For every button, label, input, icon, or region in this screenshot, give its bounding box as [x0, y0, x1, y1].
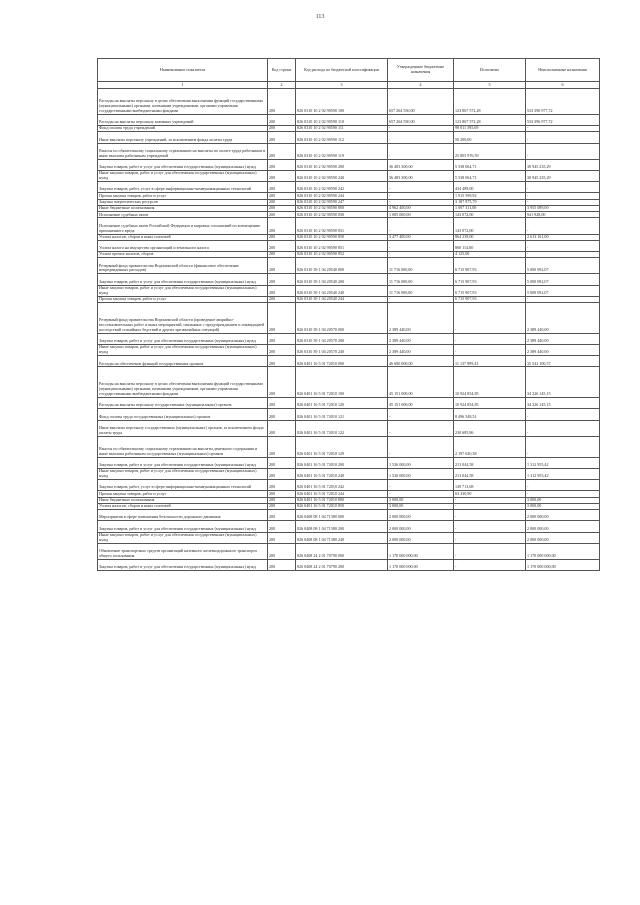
row-unexecuted-cell: -	[526, 409, 600, 420]
column-header: Наименование показателя	[98, 59, 268, 82]
row-code-cell: 200	[268, 218, 296, 234]
row-name-cell: Обновление транспортных средств организаций наземного железнодорожного транспорта общего пользования	[98, 543, 268, 559]
column-number: 2	[268, 82, 296, 89]
table-row	[98, 480, 600, 491]
row-classification-cell: 826 0401 16 5 01 72010 129	[296, 436, 388, 457]
row-approved-cell: -	[388, 218, 454, 234]
table-row	[98, 532, 600, 543]
row-approved-cell: -	[388, 132, 454, 143]
row-code-cell: 200	[268, 345, 296, 356]
row-approved-cell: 45 151 000,00	[388, 398, 454, 409]
table-row	[98, 356, 600, 367]
row-classification-cell: 826 0310 39 1 04 20540 000	[296, 258, 388, 274]
row-executed-cell: 5 538 064,71	[454, 159, 526, 170]
row-unexecuted-cell: 2 389 440,00	[526, 345, 600, 356]
row-approved-cell: 2 389 440,00	[388, 303, 454, 334]
row-unexecuted-cell: 1 312 955,42	[526, 468, 600, 479]
row-approved-cell: 2 389 440,00	[388, 345, 454, 356]
row-executed-cell: -	[454, 543, 526, 559]
row-code-cell: 200	[268, 559, 296, 570]
row-executed-cell: -	[454, 559, 526, 570]
row-executed-cell: -	[454, 503, 526, 509]
row-unexecuted-cell: -	[526, 436, 600, 457]
row-name-cell: Иные закупки товаров, работ и услуг для обеспечения государственных (муниципальных) нужд	[98, 345, 268, 356]
row-name-cell: Резервный фонд правительства Воронежской области (финансовое обеспечение непредвиденных расходов)	[98, 258, 268, 274]
row-name-cell: Исполнение судебных актов Российской Федерации и мировых соглашений по возмещению причиненного вреда	[98, 218, 268, 234]
row-unexecuted-cell: 533 396 977,72	[526, 89, 600, 115]
table-row	[98, 240, 600, 251]
row-code-cell: 200	[268, 420, 296, 436]
row-executed-cell: 8 496 548,51	[454, 409, 526, 420]
row-classification-cell: 826 0310 39 1 04 20570 200	[296, 333, 388, 344]
row-code-cell: 200	[268, 126, 296, 132]
table-row	[98, 559, 600, 570]
row-classification-cell: 826 0310 10 2 02 90590 851	[296, 240, 388, 251]
row-executed-cell: 2 197 620,38	[454, 436, 526, 457]
table-row	[98, 510, 600, 521]
row-approved-cell: -	[388, 409, 454, 420]
row-executed-cell: -	[454, 333, 526, 344]
row-code-cell: 200	[268, 457, 296, 468]
row-executed-cell: 4 125,00	[454, 251, 526, 257]
row-executed-cell: 143 072,00	[454, 212, 526, 218]
row-executed-cell: 50 200,00	[454, 132, 526, 143]
row-code-cell: 200	[268, 480, 296, 491]
row-code-cell: 200	[268, 89, 296, 115]
row-classification-cell: 826 0310 10 2 02 90590 111	[296, 126, 388, 132]
row-code-cell: 200	[268, 114, 296, 125]
row-executed-cell: -	[454, 521, 526, 532]
row-classification-cell: 826 0310 10 2 02 90590 244	[296, 193, 388, 199]
row-code-cell: 200	[268, 333, 296, 344]
column-number: 3	[296, 82, 388, 89]
row-unexecuted-cell: -	[526, 132, 600, 143]
row-executed-cell: 11 137 899,43	[454, 356, 526, 367]
row-approved-cell: -	[388, 436, 454, 457]
row-approved-cell: 657 264 550,00	[388, 114, 454, 125]
row-unexecuted-cell: -	[526, 193, 600, 199]
column-number-row	[98, 82, 600, 89]
row-unexecuted-cell: -	[526, 199, 600, 205]
row-name-cell: Закупка товаров, работ, услуг в сфере информационно-коммуникационных технологий	[98, 182, 268, 193]
row-name-cell: Мероприятия в сфере повышения безопасности дорожного движения	[98, 510, 268, 521]
row-name-cell: Прочая закупка товаров, работ и услуг	[98, 193, 268, 199]
row-executed-cell: 6 715 907,93	[454, 296, 526, 302]
row-classification-cell: 826 0401 16 5 01 72010 000	[296, 356, 388, 367]
row-code-cell: 200	[268, 240, 296, 251]
row-name-cell: Взносы по обязательному социальному страхованию на выплаты денежного содержания и иные выплаты работникам государственных (муниципальных) органов	[98, 436, 268, 457]
row-approved-cell: -	[388, 480, 454, 491]
row-executed-cell: 25 805 976,59	[454, 143, 526, 159]
column-header: Код расхода по бюджетной классификации	[296, 59, 388, 82]
row-name-cell: Уплата налогов, сборов и иных платежей	[98, 503, 268, 509]
row-approved-cell: 3 000,00	[388, 497, 454, 503]
row-classification-cell: 826 0310 10 2 02 90590 852	[296, 251, 388, 257]
column-number: 6	[526, 82, 600, 89]
row-unexecuted-cell: 941 928,00	[526, 212, 600, 218]
row-classification-cell: 826 0401 16 5 01 72010 244	[296, 491, 388, 497]
row-unexecuted-cell: 533 396 977,72	[526, 114, 600, 125]
row-executed-cell: 123 867 572,28	[454, 89, 526, 115]
table-row	[98, 436, 600, 457]
row-executed-cell: 1 007 311,00	[454, 205, 526, 211]
row-executed-cell: 123 867 572,28	[454, 114, 526, 125]
row-name-cell: Иные выплаты персоналу учреждений, за исключением фонда оплаты труда	[98, 132, 268, 143]
row-name-cell: Закупка товаров, работ и услуг для обеспечения государственных (муниципальных) нужд	[98, 159, 268, 170]
row-code-cell: 200	[268, 234, 296, 240]
row-name-cell: Закупка товаров, работ и услуг для обеспечения государственных (муниципальных) нужд	[98, 333, 268, 344]
table-row	[98, 303, 600, 334]
row-code-cell: 200	[268, 468, 296, 479]
row-classification-cell: 826 0401 16 5 01 72010 240	[296, 468, 388, 479]
row-code-cell: 200	[268, 497, 296, 503]
row-approved-cell: 657 264 550,00	[388, 89, 454, 115]
table-row	[98, 420, 600, 436]
row-code-cell: 200	[268, 143, 296, 159]
row-executed-cell: 864 239,00	[454, 234, 526, 240]
row-approved-cell: 2 000 000,00	[388, 532, 454, 543]
table-row	[98, 218, 600, 234]
row-code-cell: 200	[268, 132, 296, 143]
row-unexecuted-cell: 2 389 440,00	[526, 333, 600, 344]
row-classification-cell: 826 0408 08 1 04 71380 240	[296, 532, 388, 543]
column-header: Утвержденные бюджетные назначения	[388, 59, 454, 82]
row-classification-cell: 826 0310 10 2 02 90590 119	[296, 143, 388, 159]
column-number: 4	[388, 82, 454, 89]
table-row	[98, 543, 600, 559]
table-row	[98, 367, 600, 398]
row-name-cell: Фонд оплаты труда государственных (муниципальных) органов	[98, 409, 268, 420]
row-executed-cell: -	[454, 532, 526, 543]
row-classification-cell: 826 0310 10 2 02 90590 800	[296, 205, 388, 211]
row-code-cell: 200	[268, 303, 296, 334]
row-executed-cell: 5 538 064,71	[454, 170, 526, 181]
row-approved-cell: -	[388, 126, 454, 132]
page-number: 113	[315, 14, 325, 20]
row-code-cell: 200	[268, 543, 296, 559]
row-unexecuted-cell: 2 389 440,00	[526, 303, 600, 334]
row-unexecuted-cell: 2 613 161,00	[526, 234, 600, 240]
row-unexecuted-cell: 5 000 092,07	[526, 285, 600, 296]
row-name-cell: Закупка товаров, работ и услуг для обеспечения государственных (муниципальных) нужд	[98, 521, 268, 532]
row-classification-cell: 826 0310 39 1 04 20570 240	[296, 345, 388, 356]
row-code-cell: 200	[268, 170, 296, 181]
table-row	[98, 132, 600, 143]
row-executed-cell: 213 044,58	[454, 468, 526, 479]
row-code-cell: 200	[268, 182, 296, 193]
row-executed-cell: 434 489,00	[454, 182, 526, 193]
row-executed-cell: 230 685,86	[454, 420, 526, 436]
row-executed-cell: -	[454, 303, 526, 334]
row-executed-cell: 63 330,90	[454, 491, 526, 497]
table-body	[98, 89, 600, 571]
row-unexecuted-cell: 2 000 000,00	[526, 521, 600, 532]
row-executed-cell: 10 924 854,85	[454, 367, 526, 398]
row-unexecuted-cell: 30 945 235,29	[526, 159, 600, 170]
row-name-cell: Расходы на обеспечение функций государственных органов	[98, 356, 268, 367]
row-approved-cell: 3 000,00	[388, 503, 454, 509]
row-code-cell: 200	[268, 398, 296, 409]
row-code-cell: 200	[268, 205, 296, 211]
row-name-cell: Расходы на выплаты персоналу государственных (муниципальных) органов	[98, 398, 268, 409]
row-classification-cell: 826 0310 39 1 04 20570 000	[296, 303, 388, 334]
row-executed-cell: 6 715 907,93	[454, 285, 526, 296]
row-executed-cell: 1 915 599,92	[454, 193, 526, 199]
row-code-cell: 200	[268, 521, 296, 532]
row-name-cell: Взносы по обязательному социальному страхованию на выплаты по оплате труда работников и иные выплаты работникам учреждений	[98, 143, 268, 159]
row-unexecuted-cell: -	[526, 126, 600, 132]
row-name-cell: Исполнение судебных актов	[98, 212, 268, 218]
table-row	[98, 285, 600, 296]
row-code-cell: 200	[268, 367, 296, 398]
row-classification-cell: 826 0310 39 1 04 20540 240	[296, 285, 388, 296]
row-executed-cell: -	[454, 510, 526, 521]
row-classification-cell: 826 0310 10 2 02 90590 247	[296, 199, 388, 205]
row-approved-cell: 11 716 000,00	[388, 285, 454, 296]
row-name-cell: Расходы на выплаты персоналу в целях обеспечения выполнения функций государственными (муниципальными) органами, казенными учреждениями, органами управления государственными внебюджетными фондами	[98, 89, 268, 115]
row-code-cell: 200	[268, 251, 296, 257]
row-name-cell: Иные выплаты персоналу государственных (муниципальных) органов, за исключением фонда оплаты труда	[98, 420, 268, 436]
row-approved-cell: 11 716 000,00	[388, 258, 454, 274]
table-row	[98, 114, 600, 125]
row-name-cell: Расходы на выплаты персоналу в целях обеспечения выполнения функций государственными (муниципальными) органами, казенными учреждениями, органами управления государственными внебюджетными фондами	[98, 367, 268, 398]
table-row	[98, 170, 600, 181]
row-approved-cell: -	[388, 491, 454, 497]
row-classification-cell: 826 0408 08 1 04 71380 000	[296, 510, 388, 521]
row-name-cell: Иные закупки товаров, работ и услуг для обеспечения государственных (муниципальных) нужд	[98, 468, 268, 479]
row-approved-cell: 1 085 000,00	[388, 212, 454, 218]
row-unexecuted-cell: 3 000,00	[526, 497, 600, 503]
row-classification-cell: 826 0310 39 1 04 20540 200	[296, 274, 388, 285]
row-approved-cell: 45 151 000,00	[388, 367, 454, 398]
row-code-cell: 200	[268, 199, 296, 205]
row-code-cell: 200	[268, 436, 296, 457]
row-classification-cell: 826 0310 10 2 02 90590 100	[296, 89, 388, 115]
table-row	[98, 409, 600, 420]
row-approved-cell: 46 680 000,00	[388, 356, 454, 367]
row-name-cell: Прочая закупка товаров, работ и услуг	[98, 491, 268, 497]
row-code-cell: 200	[268, 356, 296, 367]
row-unexecuted-cell: -	[526, 143, 600, 159]
table-row	[98, 398, 600, 409]
column-header: Исполнено	[454, 59, 526, 82]
row-unexecuted-cell: -	[526, 240, 600, 251]
row-unexecuted-cell: 3 000,00	[526, 503, 600, 509]
row-approved-cell: -	[388, 240, 454, 251]
row-code-cell: 200	[268, 532, 296, 543]
row-classification-cell: 826 0401 16 5 01 72010 120	[296, 398, 388, 409]
column-header: Неисполненные назначения	[526, 59, 600, 82]
table-row	[98, 159, 600, 170]
row-executed-cell: 98 011 395,69	[454, 126, 526, 132]
row-approved-cell: 2 389 440,00	[388, 333, 454, 344]
row-classification-cell: 826 0310 10 2 02 90590 242	[296, 182, 388, 193]
row-classification-cell: 826 0401 16 5 01 72010 850	[296, 503, 388, 509]
row-classification-cell: 826 0401 16 5 01 72010 122	[296, 420, 388, 436]
row-approved-cell: -	[388, 182, 454, 193]
row-code-cell: 200	[268, 296, 296, 302]
row-classification-cell: 826 0408 08 1 04 71380 200	[296, 521, 388, 532]
table-row	[98, 333, 600, 344]
row-name-cell: Иные закупки товаров, работ и услуг для обеспечения государственных (муниципальных) нужд	[98, 285, 268, 296]
row-code-cell: 200	[268, 285, 296, 296]
column-header: Код строки	[268, 59, 296, 82]
row-name-cell: Иные бюджетные ассигнования	[98, 205, 268, 211]
row-code-cell: 200	[268, 409, 296, 420]
row-code-cell: 200	[268, 503, 296, 509]
row-executed-cell: -	[454, 497, 526, 503]
row-approved-cell: -	[388, 193, 454, 199]
row-approved-cell: -	[388, 296, 454, 302]
row-approved-cell: 2 000 000,00	[388, 510, 454, 521]
row-name-cell: Закупка товаров, работ и услуг для обеспечения государственных (муниципальных) нужд	[98, 274, 268, 285]
row-name-cell: Уплата прочих налогов, сборов	[98, 251, 268, 257]
row-name-cell: Фонд оплаты труда учреждений	[98, 126, 268, 132]
row-executed-cell: 10 924 854,85	[454, 398, 526, 409]
table-row	[98, 89, 600, 115]
row-unexecuted-cell: 30 945 235,29	[526, 170, 600, 181]
row-classification-cell: 826 0401 16 5 01 72010 100	[296, 367, 388, 398]
row-code-cell: 200	[268, 258, 296, 274]
row-unexecuted-cell: -	[526, 491, 600, 497]
row-approved-cell: 1 170 000 000,00	[388, 559, 454, 570]
row-unexecuted-cell: 1 170 000 000,00	[526, 543, 600, 559]
row-classification-cell: 826 0408 24 2 01 70790 000	[296, 543, 388, 559]
row-code-cell: 200	[268, 193, 296, 199]
row-name-cell: Иные закупки товаров, работ и услуг для обеспечения государственных (муниципальных) нужд	[98, 532, 268, 543]
row-unexecuted-cell: 2 000 000,00	[526, 510, 600, 521]
row-classification-cell: 826 0310 10 2 02 90590 200	[296, 159, 388, 170]
column-number: 1	[98, 82, 268, 89]
row-unexecuted-cell: -	[526, 296, 600, 302]
table-row	[98, 457, 600, 468]
row-approved-cell: -	[388, 420, 454, 436]
table-row	[98, 258, 600, 274]
row-unexecuted-cell: 1 170 000 000,00	[526, 559, 600, 570]
row-name-cell: Закупка товаров, работ и услуг для обеспечения государственных (муниципальных) нужд	[98, 457, 268, 468]
row-executed-cell: 3 187 975,79	[454, 199, 526, 205]
row-name-cell: Закупка энергетических ресурсов	[98, 199, 268, 205]
row-classification-cell: 826 0310 39 1 04 20540 244	[296, 296, 388, 302]
row-unexecuted-cell: -	[526, 251, 600, 257]
row-executed-cell: -	[454, 345, 526, 356]
row-approved-cell: 36 483 300,00	[388, 159, 454, 170]
row-classification-cell: 826 0310 10 2 02 90590 830	[296, 212, 388, 218]
row-code-cell: 200	[268, 159, 296, 170]
row-code-cell: 200	[268, 274, 296, 285]
row-approved-cell: 36 483 300,00	[388, 170, 454, 181]
row-name-cell: Уплата налогов, сборов и иных платежей	[98, 234, 268, 240]
row-executed-cell: 6 715 907,93	[454, 258, 526, 274]
row-name-cell: Иные бюджетные ассигнования	[98, 497, 268, 503]
row-name-cell: Резервный фонд правительства Воронежской области (проведение аварийно-восстановительных работ и иных мероприятий, связанных с предупреждением и ликвидацией последствий стихийных бедствий и других чрезвычайных ситуаций)	[98, 303, 268, 334]
row-unexecuted-cell: -	[526, 480, 600, 491]
row-name-cell: Иные закупки товаров, работ и услуг для обеспечения государственных (муниципальных) нужд	[98, 170, 268, 181]
row-classification-cell: 826 0310 10 2 02 90590 112	[296, 132, 388, 143]
row-name-cell: Уплата налога на имущество организаций и земельного налога	[98, 240, 268, 251]
row-approved-cell: 11 716 000,00	[388, 274, 454, 285]
row-approved-cell: 1 170 000 000,00	[388, 543, 454, 559]
budget-execution-table	[97, 58, 600, 571]
row-approved-cell: 1 526 000,00	[388, 468, 454, 479]
row-executed-cell: 6 715 907,93	[454, 274, 526, 285]
row-unexecuted-cell: 34 226 145,15	[526, 367, 600, 398]
row-name-cell: Расходы на выплаты персоналу казенных учреждений	[98, 114, 268, 125]
row-classification-cell: 826 0310 10 2 02 90590 240	[296, 170, 388, 181]
row-approved-cell: -	[388, 251, 454, 257]
column-number: 5	[454, 82, 526, 89]
row-unexecuted-cell: 34 226 145,15	[526, 398, 600, 409]
row-name-cell: Закупка товаров, работ, услуг в сфере информационно-коммуникационных технологий	[98, 480, 268, 491]
row-approved-cell: 4 962 400,00	[388, 205, 454, 211]
row-executed-cell: 149 713,68	[454, 480, 526, 491]
row-approved-cell: 2 000 000,00	[388, 521, 454, 532]
row-name-cell: Закупка товаров, работ и услуг для обеспечения государственных (муниципальных) нужд	[98, 559, 268, 570]
table-row	[98, 182, 600, 193]
row-executed-cell: 213 044,58	[454, 457, 526, 468]
row-approved-cell: 1 526 000,00	[388, 457, 454, 468]
row-name-cell: Прочая закупка товаров, работ и услуг	[98, 296, 268, 302]
row-executed-cell: 143 072,00	[454, 218, 526, 234]
row-classification-cell: 826 0401 16 5 01 72010 242	[296, 480, 388, 491]
table-header-row	[98, 59, 600, 82]
row-classification-cell: 826 0401 16 5 01 72010 121	[296, 409, 388, 420]
table-row	[98, 143, 600, 159]
row-approved-cell: 3 477 400,00	[388, 234, 454, 240]
row-approved-cell: -	[388, 199, 454, 205]
row-code-cell: 200	[268, 510, 296, 521]
table-row	[98, 345, 600, 356]
row-unexecuted-cell: 2 000 000,00	[526, 532, 600, 543]
row-unexecuted-cell: -	[526, 218, 600, 234]
row-code-cell: 200	[268, 491, 296, 497]
table-row	[98, 468, 600, 479]
row-classification-cell: 826 0310 10 2 02 90590 110	[296, 114, 388, 125]
row-unexecuted-cell: -	[526, 420, 600, 436]
table-row	[98, 521, 600, 532]
row-unexecuted-cell: -	[526, 182, 600, 193]
row-executed-cell: 860 114,00	[454, 240, 526, 251]
row-unexecuted-cell: 35 542 100,57	[526, 356, 600, 367]
row-unexecuted-cell: 5 000 092,07	[526, 274, 600, 285]
row-approved-cell: -	[388, 143, 454, 159]
row-unexecuted-cell: 1 312 955,42	[526, 457, 600, 468]
row-unexecuted-cell: 3 955 089,00	[526, 205, 600, 211]
row-classification-cell: 826 0310 10 2 02 90590 850	[296, 234, 388, 240]
row-unexecuted-cell: 5 000 092,07	[526, 258, 600, 274]
row-code-cell: 200	[268, 212, 296, 218]
table-row	[98, 274, 600, 285]
row-classification-cell: 826 0401 16 5 01 72010 800	[296, 497, 388, 503]
row-classification-cell: 826 0401 16 5 01 72010 200	[296, 457, 388, 468]
row-classification-cell: 826 0408 24 2 01 70790 200	[296, 559, 388, 570]
row-classification-cell: 826 0310 10 2 02 90590 831	[296, 218, 388, 234]
